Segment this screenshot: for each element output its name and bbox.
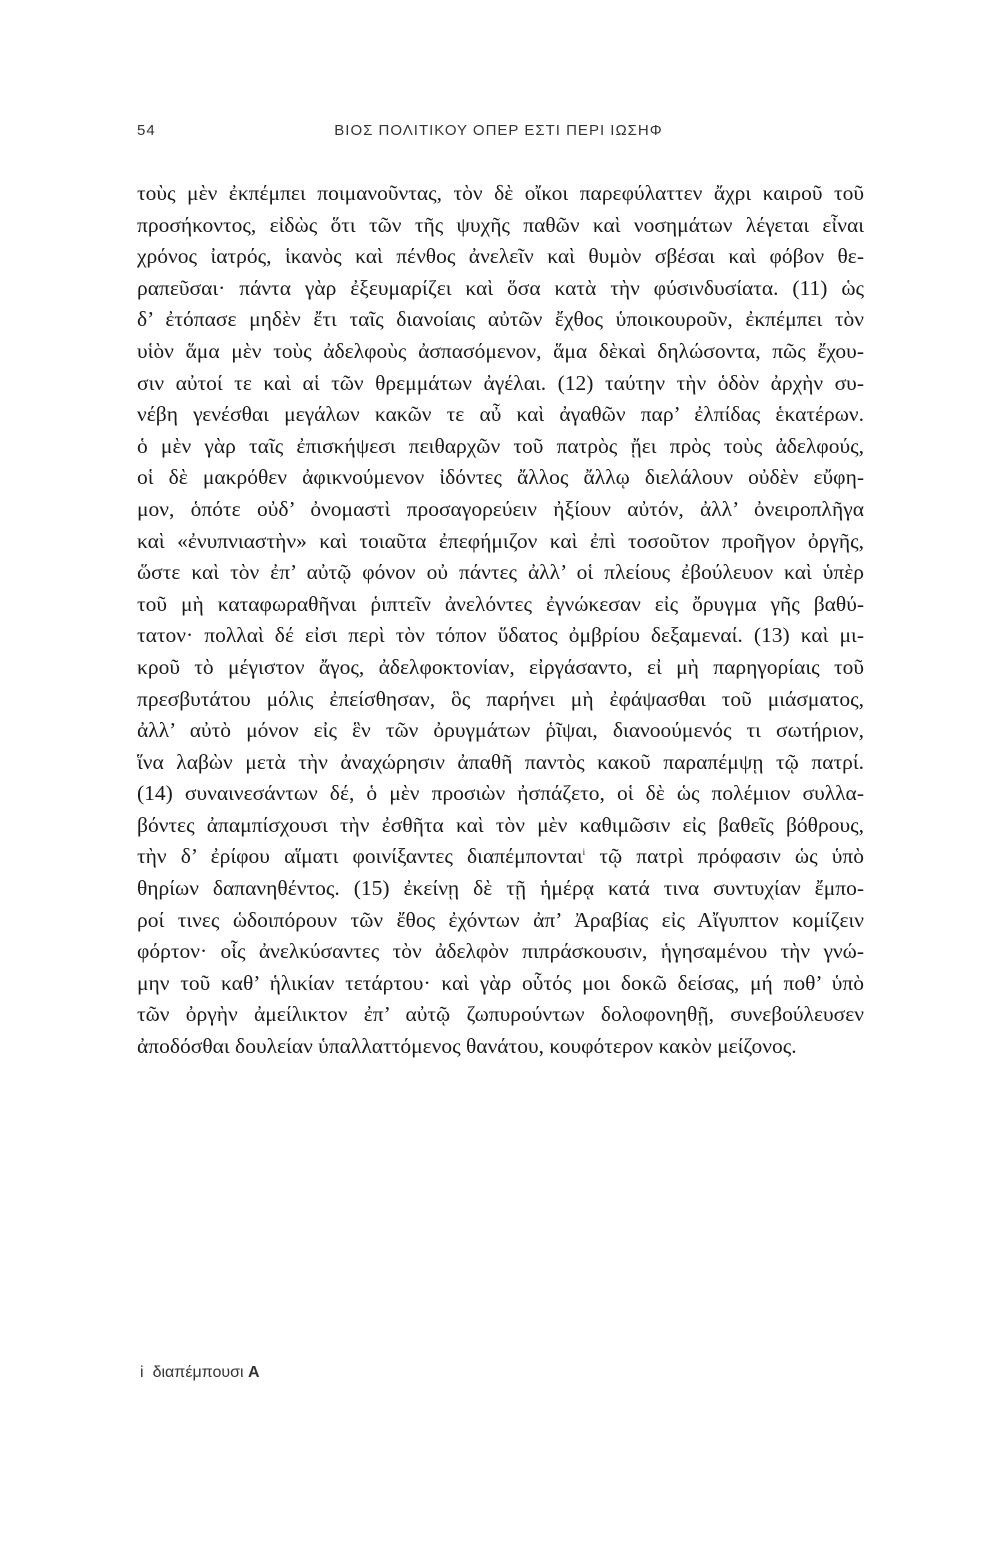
- text-line: χρόνος ἰατρός, ἱκανὸς καὶ πένθος ἀνελεῖν καὶ θυμὸν σβέσαι καὶ φόβον θε-: [137, 244, 864, 269]
- text-line: μην τοῦ καθ’ ἡλικίαν τετάρτου· καὶ γὰρ οὗτός μοι δοκῶ δείσας, μή ποθ’ ὑπὸ: [137, 970, 864, 995]
- critical-apparatus-note: [140, 1364, 260, 1382]
- text-line: θηρίων δαπανηθέντος. (15) ἐκείνῃ δὲ τῇ ἡμέρᾳ κατά τινα συντυχίαν ἔμπο-: [137, 876, 864, 901]
- text-line: ροί τινες ὡδοιπόρουν τῶν ἔθος ἐχόντων ἀπ’ Ἀραβίας εἰς Αἴγυπτον κομίζειν: [137, 907, 864, 932]
- page-number: 54: [137, 122, 156, 139]
- text-line: (14) συναινεσάντων δέ, ὁ μὲν προσιὼν ἠσπάζετο, οἱ δὲ ὡς πολέμιον συλλα-: [137, 781, 864, 806]
- running-head: ΒΙΟΣ ΠΟΛΙΤΙΚΟΥ ΟΠΕΡ ΕΣΤΙ ΠΕΡΙ ΙΩΣΗΦ: [334, 122, 663, 139]
- text-segment: τὴν δ’ ἐρίφου αἵματι φοινίξαντες διαπέμπονται: [137, 844, 583, 869]
- text-line: τῶν ὀργὴν ἀμείλικτον ἐπ’ αὐτῷ ζωπυρούντων δολοφονηθῇ, συνεβούλευσεν: [137, 1002, 864, 1027]
- text-line: υἱὸν ἅμα μὲν τοὺς ἀδελφοὺς ἀσπασόμενον, ἅμα δὲκαὶ δηλώσοντα, πῶς ἔχου-: [137, 338, 864, 363]
- text-line: σιν αὐτοί τε καὶ αἱ τῶν θρεμμάτων ἀγέλαι. (12) ταύτην τὴν ὁδὸν ἀρχὴν συ-: [137, 370, 864, 395]
- footnote-reference: i: [582, 847, 586, 858]
- page-header: [137, 122, 860, 146]
- text-line: τοὺς μὲν ἐκπέμπει ποιμανοῦντας, τὸν δὲ οἴκοι παρεφύλαττεν ἄχρι καιροῦ τοῦ: [137, 181, 864, 205]
- text-line: ἀλλ’ αὐτὸ μόνον εἰς ἓν τῶν ὀρυγμάτων ῥῖψαι, διανοούμενός τι σωτήριον,: [137, 718, 864, 743]
- text-line: δ’ ἐτόπασε μηδὲν ἔτι ταῖς διανοίαις αὐτῶν ἔχθος ὑποικουροῦν, ἐκπέμπει τὸν: [137, 307, 864, 332]
- main-text: [137, 178, 864, 1063]
- text-line: πρεσβυτάτου μόλις ἐπείσθησαν, ὃς παρήνει μὴ ἐφάψασθαι τοῦ μιάσματος,: [137, 686, 864, 711]
- text-line: φόρτον· οἷς ἀνελκύσαντες τὸν ἀδελφὸν πιπράσκουσιν, ἡγησαμένου τὴν γνώ-: [137, 939, 864, 964]
- text-line: ἵνα λαβὼν μετὰ τὴν ἀναχώρησιν ἀπαθῆ παντὸς κακοῦ παραπέμψῃ τῷ πατρί.: [137, 749, 864, 774]
- text-line: ραπεῦσαι· πάντα γὰρ ἐξευμαρίζει καὶ ὅσα κατὰ τὴν φύσινδυσίατα. (11) ὡς: [137, 275, 864, 300]
- text-line: ὥστε καὶ τὸν ἐπ’ αὐτῷ φόνον οὐ πάντες ἀλλ’ οἱ πλείους ἐβούλευον καὶ ὑπὲρ: [137, 560, 864, 585]
- footnote-marker: i: [140, 1364, 144, 1381]
- text-line: τοῦ μὴ καταφωραθῆναι ῥιπτεῖν ἀνελόντες ἐγνώκεσαν εἰς ὄρυγμα γῆς βαθύ-: [137, 591, 864, 616]
- text-line: βόντες ἀπαμπίσχουσι τὴν ἐσθῆτα καὶ τὸν μὲν καθιμῶσιν εἰς βαθεῖς βόθρους,: [137, 812, 864, 837]
- text-segment: τῷ πατρὶ πρόφασιν ὡς ὑπὸ: [599, 844, 864, 869]
- text-line: τατον· πολλαὶ δέ εἰσι περὶ τὸν τόπον ὕδατος ὀμβρίου δεξαμεναί. (13) καὶ μι-: [137, 623, 864, 648]
- text-line: προσήκοντος, εἰδὼς ὅτι τῶν τῆς ψυχῆς παθῶν καὶ νοσημάτων λέγεται εἶναι: [137, 212, 864, 237]
- text-line: νέβη γενέσθαι μεγάλων κακῶν τε αὖ καὶ ἀγαθῶν παρ’ ἐλπίδας ἑκατέρων.: [137, 402, 864, 427]
- text-line: κροῦ τὸ μέγιστον ἄγος, ἀδελφοκτονίαν, εἰργάσαντο, εἰ μὴ παρηγορίαις τοῦ: [137, 654, 864, 679]
- text-line: ὁ μὲν γὰρ ταῖς ἐπισκήψεσι πειθαρχῶν τοῦ πατρὸς ᾔει πρὸς τοὺς ἀδελφούς,: [137, 433, 864, 458]
- text-line: μον, ὁπότε οὐδ’ ὀνομαστὶ προσαγορεύειν ἠξίουν αὐτόν, ἀλλ’ ὀνειροπλῆγα: [137, 496, 864, 521]
- text-line: καὶ «ἐνυπνιαστὴν» καὶ τοιαῦτα ἐπεφήμιζον καὶ ἐπὶ τοσοῦτον προῆγον ὀργῆς,: [137, 528, 864, 553]
- text-line: ἀποδόσθαι δουλείαν ὑπαλλαττόμενος θανάτου, κουφότερον κακὸν μείζονος.: [137, 1034, 797, 1059]
- footnote-text: διαπέμπουσι: [152, 1364, 244, 1381]
- text-line: οἱ δὲ μακρόθεν ἀφικνούμενον ἰδόντες ἄλλος ἄλλῳ διελάλουν οὐδὲν εὔφη-: [137, 465, 864, 490]
- manuscript-siglum: A: [248, 1364, 260, 1381]
- text-line-with-footnote-ref: [137, 841, 864, 873]
